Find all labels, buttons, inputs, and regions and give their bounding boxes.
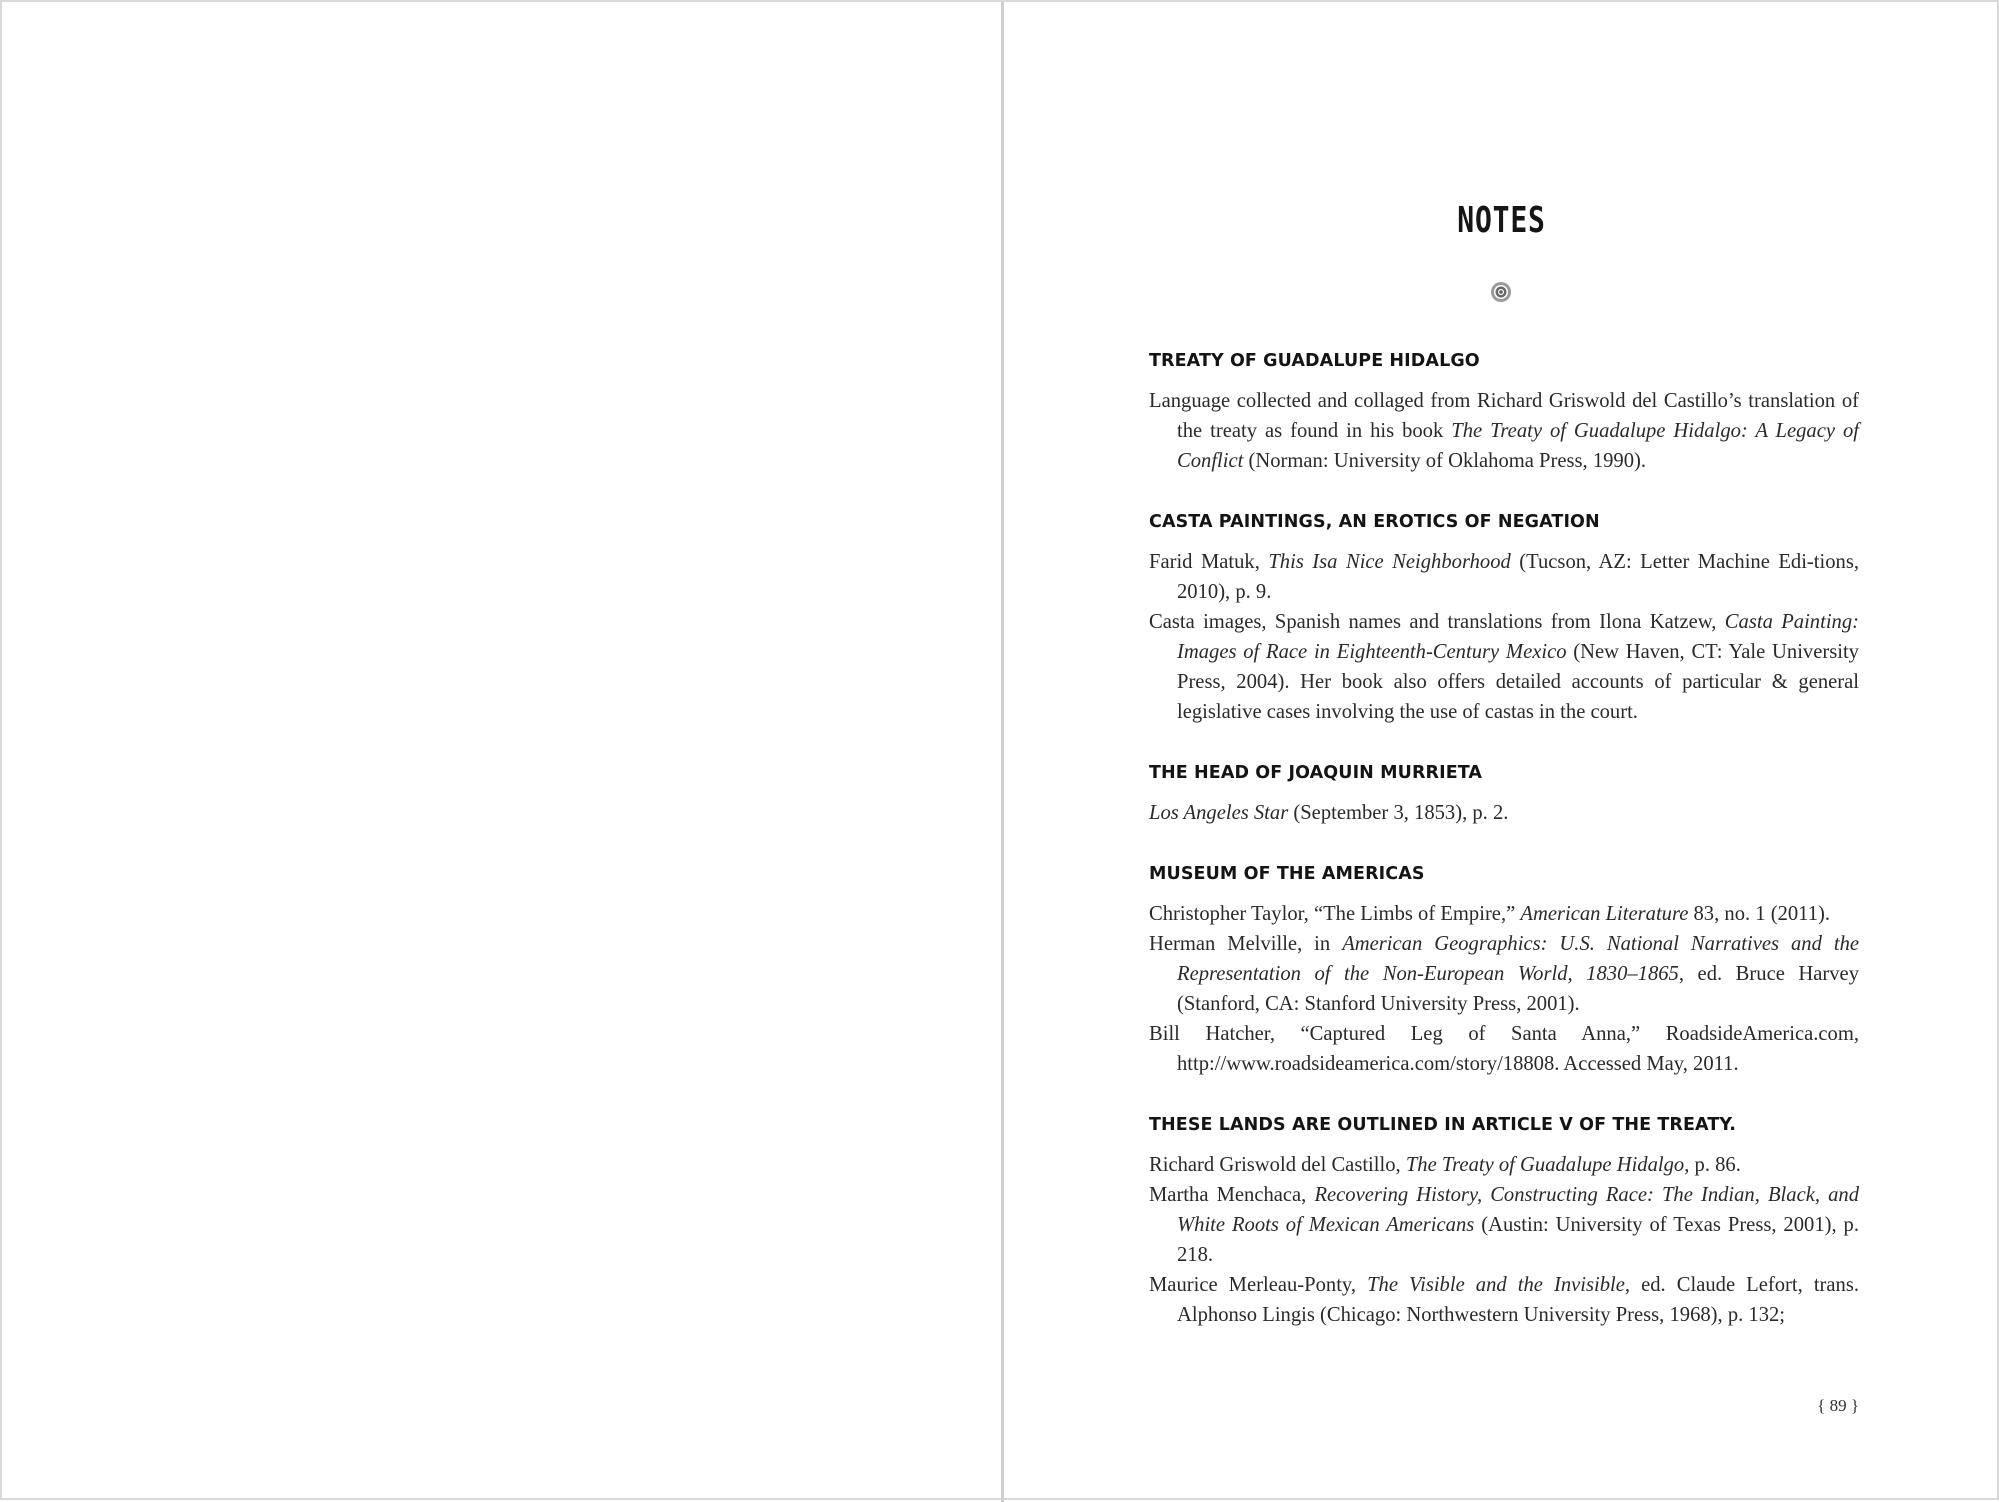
section-heading: MUSEUM OF THE AMERICAS [1149,864,1425,884]
note-text: Herman Melville, in [1149,933,1343,955]
note-text: , ed. Bruce Harvey (Stanford, CA: Stanford University Press, 2001). [1177,963,1859,1015]
note-text: Christopher Taylor, “The Limbs of Empire,” [1149,903,1521,925]
note-text: Maurice Merleau-Ponty, [1149,1274,1368,1296]
italic-title: American Geographics: U.S. National Narratives and the Representation of the Non-European World, 1830–1865 [1177,933,1860,985]
italic-title: The Visible and the Invisible [1367,1274,1625,1296]
note-entry [1149,899,1859,929]
note-entry [1149,607,1859,727]
rosette-ornament-icon [1490,281,1512,303]
note-text: (Norman: University of Oklahoma Press, 1990). [1243,450,1647,472]
italic-title: The Treaty of Guadalupe Hidalgo [1405,1154,1685,1176]
note-text: (Tucson, AZ: Letter Machine Edi-tions, 2010), p. 9. [1177,551,1859,603]
left-page-blank [2,2,1001,1502]
note-text: Bill Hatcher, “Captured Leg of Santa Anna,” RoadsideAmerica.com, http://www.roadsideamerica.com/story/18808. Accessed May, 2011. [1149,1023,1859,1075]
italic-title: Recovering History, Constructing Race: The Indian, Black, and White Roots of Mexican Americans [1177,1184,1859,1236]
note-text: Casta images, Spanish names and translations from Ilona Katzew, [1149,611,1725,633]
notes-list [1149,350,1859,1365]
note-entry [1149,1180,1859,1270]
note-entry [1149,1019,1859,1079]
notes-section [1149,350,1859,476]
section-heading: CASTA PAINTINGS, AN EROTICS OF NEGATION [1149,512,1600,532]
note-text: , ed. Claude Lefort, trans. Alphonso Lingis (Chicago: Northwestern University Press, 1968), p. 132; [1177,1274,1860,1326]
page-title: NOTES [1457,200,1546,241]
page-number: { 89 } [1817,1396,1859,1415]
italic-title: This Isa Nice Neighborhood [1268,551,1511,573]
note-text: (Austin: University of Texas Press, 2001), p. 218. [1177,1214,1859,1266]
note-entry [1149,929,1859,1019]
note-text: , p. 86. [1684,1154,1741,1176]
note-text: Farid Matuk, [1149,551,1269,573]
notes-section [1149,762,1859,828]
note-text: Martha Menchaca, [1149,1184,1315,1206]
note-entry [1149,1270,1859,1330]
section-heading: THESE LANDS ARE OUTLINED IN ARTICLE V OF THE TREATY. [1149,1115,1736,1135]
notes-section [1149,863,1859,1079]
note-entry [1149,1150,1859,1180]
note-entry [1149,547,1859,607]
section-heading: TREATY OF GUADALUPE HIDALGO [1149,351,1480,371]
italic-title: Los Angeles Star [1149,802,1289,824]
note-entry [1149,798,1859,828]
note-text: Richard Griswold del Castillo, [1149,1154,1406,1176]
italic-title: The Treaty of Guadalupe Hidalgo: A Legacy of Conflict [1177,420,1859,472]
note-text: 83, no. 1 (2011). [1688,903,1831,925]
notes-section [1149,1114,1859,1330]
note-text: Language collected and collaged from Richard Griswold del Castillo’s translation of the treaty as found in his book [1149,390,1859,442]
right-page [1004,2,1999,1502]
section-heading: THE HEAD OF JOAQUIN MURRIETA [1149,763,1483,783]
italic-title: Casta Painting: Images of Race in Eighteenth-Century Mexico [1177,611,1859,663]
note-text: (September 3, 1853), p. 2. [1288,802,1509,824]
notes-section [1149,511,1859,727]
italic-title: American Literature [1520,903,1689,925]
note-entry [1149,386,1859,476]
note-text: (New Haven, CT: Yale University Press, 2004). Her book also offers detailed accounts of particular & general legislative cases involving the use of castas in the court. [1177,641,1859,723]
